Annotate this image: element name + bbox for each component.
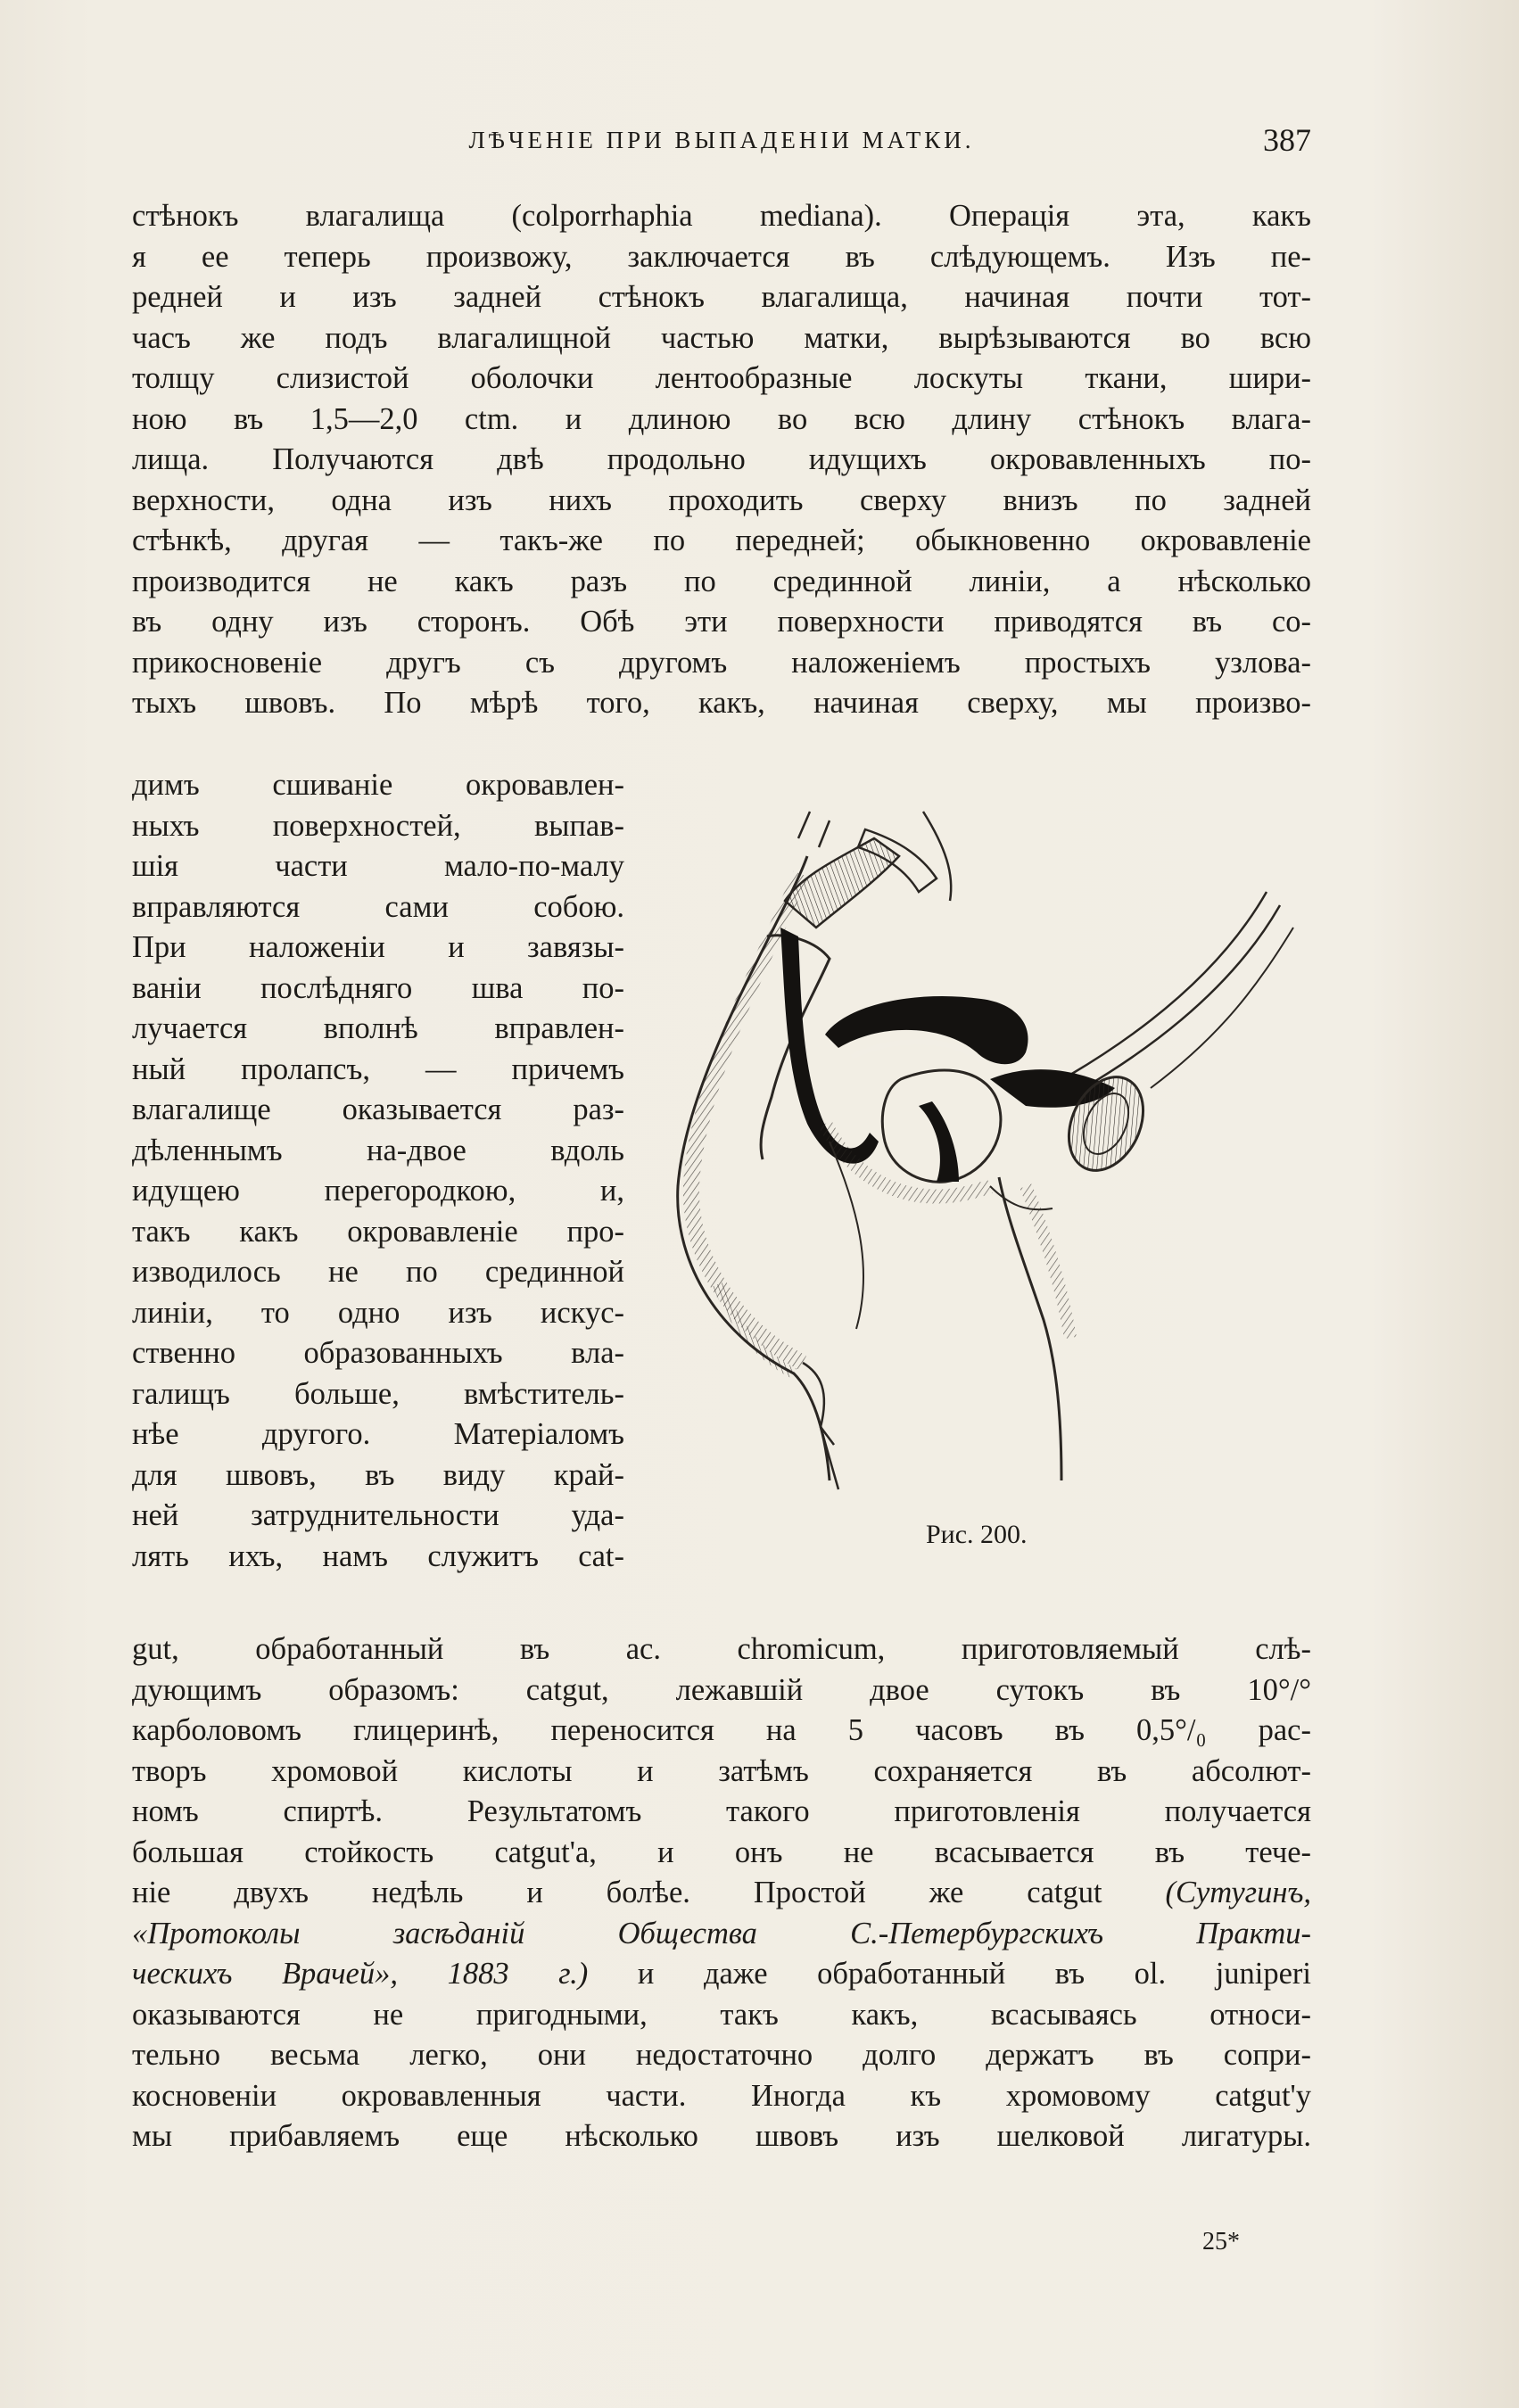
text-line: редней и изъ задней стѣнокъ влагалища, начиная почти тот-	[132, 280, 1311, 314]
text-line: ваніи послѣдняго шва по-	[132, 970, 624, 1005]
text-line: такъ какъ окровавленіе про-	[132, 1214, 624, 1249]
text-line: шія части мало-по-малу	[132, 849, 624, 883]
text-run: ніе двухъ недѣль и болѣе. Простой же catgut	[132, 1876, 1166, 1909]
text-line: номъ спиртѣ. Результатомъ такого приготовленія получается	[132, 1794, 1311, 1828]
text-line: толщу слизистой оболочки лентообразные лоскуты ткани, шири-	[132, 361, 1311, 395]
text-line: верхности, одна изъ нихъ проходить сверху внизъ по задней	[132, 482, 1311, 517]
text-line: косновеніи окровавленныя части. Иногда къ хромовому catgut'у	[132, 2078, 1311, 2113]
text-line: лять ихъ, намъ служитъ cat-	[132, 1538, 624, 1573]
text-run: и даже обработанный въ ol. juniperi	[588, 1957, 1312, 1991]
text-line: лучается вполнѣ вправлен-	[132, 1011, 624, 1045]
text-line-mixed	[132, 1954, 1311, 1995]
paragraph-top	[132, 196, 1311, 724]
text-line: творъ хромовой кислоты и затѣмъ сохраняется въ абсолют-	[132, 1753, 1311, 1788]
text-line: gut, обработанный въ ac. chromicum, приготовляемый слѣ-	[132, 1632, 1311, 1666]
text-line: карболовомъ глицеринѣ, переносится на 5 часовъ въ 0,5°/₀ рас-	[132, 1713, 1311, 1747]
paragraph-narrow	[132, 765, 624, 1577]
anatomical-figure	[651, 803, 1311, 1534]
text-line: часъ же подъ влагалищной частью матки, вырѣзываются во всю	[132, 320, 1311, 355]
text-line: большая стойкость catgut'а, и онъ не всасывается въ тече-	[132, 1835, 1311, 1869]
text-line: лища. Получаются двѣ продольно идущихъ окровавленныхъ по-	[132, 442, 1311, 476]
text-line: галищъ больше, вмѣститель-	[132, 1376, 624, 1411]
paragraph-bottom	[132, 1629, 1311, 2157]
text-line: изводилось не по срединной	[132, 1255, 624, 1289]
text-line-mixed	[132, 1873, 1311, 1914]
text-line: линіи, то одно изъ искус-	[132, 1295, 624, 1330]
text-line: ныхъ поверхностей, выпав-	[132, 808, 624, 843]
text-line: нѣе другого. Матеріаломъ	[132, 1417, 624, 1451]
figure-caption: Рис. 200.	[926, 1520, 1028, 1549]
text-line: мы прибавляемъ еще нѣсколько швовъ изъ шелковой лигатуры.	[132, 2119, 1311, 2153]
text-line: димъ сшиваніе окровавлен-	[132, 768, 624, 802]
text-line: вправляются сами собою.	[132, 889, 624, 924]
text-line: влагалище оказывается раз-	[132, 1093, 624, 1126]
text-line: тельно весьма легко, они недостаточно долго держатъ въ сопри-	[132, 2038, 1311, 2072]
pelvis-section-illustration	[651, 803, 1311, 1534]
text-line: въ одну изъ сторонъ. Обѣ эти поверхности приводятся въ со-	[132, 605, 1311, 639]
text-line: для швовъ, въ виду край-	[132, 1457, 624, 1492]
text-line: ною въ 1,5—2,0 ctm. и длиною во всю длину стѣнокъ влага-	[132, 401, 1311, 436]
text-line: стѣнкѣ, другая — такъ-же по передней; обыкновенно окровавленіе	[132, 524, 1311, 557]
running-head: ЛѢЧЕНІЕ ПРИ ВЫПАДЕНІИ МАТКИ.	[468, 127, 975, 153]
page-number: 387	[1263, 122, 1311, 158]
text-line: идущею перегородкою, и,	[132, 1174, 624, 1208]
text-line: дующимъ образомъ: catgut, лежавшій двое сутокъ въ 10°/°	[132, 1672, 1311, 1707]
text-line: При наложеніи и завязы-	[132, 930, 624, 964]
citation-author: (Сутугинъ,	[1165, 1876, 1311, 1909]
citation-title: «Протоколы засѣданій Общества С.-Петербургскихъ Практи-	[132, 1916, 1311, 1950]
text-line: прикосновеніе другъ съ другомъ наложеніемъ простыхъ узлова-	[132, 645, 1311, 680]
text-line: ный пролапсъ, — причемъ	[132, 1051, 624, 1086]
printer-signature: 25*	[1202, 2228, 1240, 2255]
text-line: ней затруднительности уда-	[132, 1498, 624, 1532]
page-header	[132, 123, 1311, 159]
text-line: я ее теперь произвожу, заключается въ слѣдующемъ. Изъ пе-	[132, 239, 1311, 274]
text-line: производится не какъ разъ по срединной линіи, а нѣсколько	[132, 564, 1311, 598]
text-line: дѣленнымъ на-двое вдоль	[132, 1133, 624, 1167]
text-line: стѣнокъ влагалища (colporrhaphia mediana). Операція эта, какъ	[132, 199, 1311, 233]
citation-source: ческихъ Врачей», 1883 г.)	[132, 1957, 589, 1991]
text-line: оказываются не пригодными, такъ какъ, всасываясь относи-	[132, 1997, 1311, 2032]
text-line: тыхъ швовъ. По мѣрѣ того, какъ, начиная сверху, мы произво-	[132, 686, 1311, 720]
text-line: ственно образованныхъ вла-	[132, 1336, 624, 1370]
